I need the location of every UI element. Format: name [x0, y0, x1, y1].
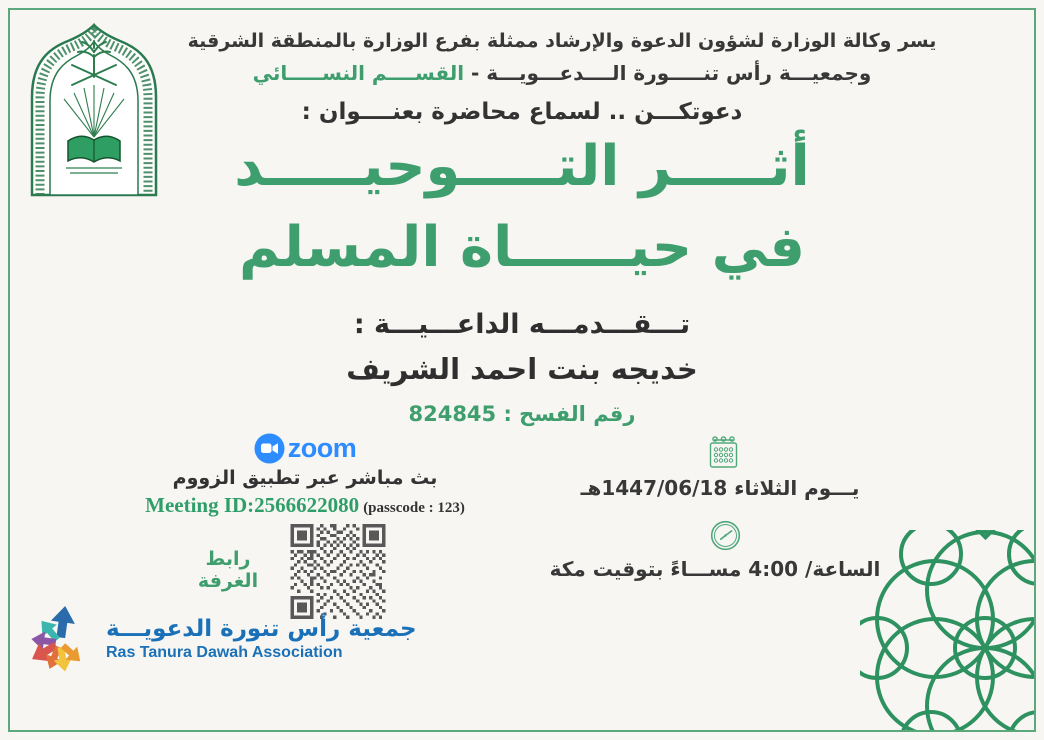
zoom-wordmark: zoom: [287, 432, 357, 463]
meeting-passcode: (passcode : 123): [363, 500, 465, 516]
meeting-id: Meeting ID:2566622080: [145, 493, 360, 517]
presenter-label: تـــقـــدمـــه الداعـــيـــة :: [353, 309, 691, 340]
event-time: الساعة/ 4:00 مســـاءً بتوقيت مكة: [549, 557, 881, 581]
association-name-ar: جمعية رأس تنورة الدعويـــة: [106, 615, 417, 642]
meeting-info: [140, 493, 470, 518]
pinwheel-arrows-icon: [20, 597, 98, 681]
permit-number: رقم الفسح : 824845: [408, 402, 636, 426]
header-line2-dark: وجمعيـــة رأس تنـــــورة الــــدعـــويـــة -: [464, 61, 872, 85]
zoom-logo: [140, 431, 470, 465]
rosette-pattern-icon: [860, 530, 1034, 730]
header-line2: [150, 61, 974, 85]
lecture-title: [0, 126, 1044, 288]
zoom-section: [140, 431, 470, 518]
geometric-ornament: [858, 530, 1034, 730]
lecture-title-line1: أثـــــر التـــــوحيـــــد: [234, 134, 810, 199]
association-logo: [20, 597, 417, 681]
header-line1: يسر وكالة الوزارة لشؤون الدعوة والإرشاد ممثلة بفرع الوزارة بالمنطقة الشرقية: [187, 30, 937, 52]
room-link-label: رابط الغرفة: [197, 548, 259, 592]
lecture-title-line2: في حيــــــاة المسلم: [239, 215, 805, 281]
calendar-icon: [707, 435, 740, 470]
event-date: يـــوم الثلاثاء 1447/06/18هـ: [580, 476, 860, 500]
invite-line: دعوتكـــن .. لسماع محاضرة بعنــــوان :: [301, 99, 743, 125]
live-broadcast-text: بث مباشر عبر تطبيق الزووم: [172, 467, 438, 489]
clock-icon: [710, 520, 741, 551]
presenter-name: خديجه بنت احمد الشريف: [346, 352, 698, 386]
zoom-camera-icon: [254, 433, 285, 464]
header: [150, 30, 974, 85]
association-name-en: Ras Tanura Dawah Association: [106, 644, 343, 662]
header-line2-green: القســــم النســـــائي: [252, 61, 465, 85]
